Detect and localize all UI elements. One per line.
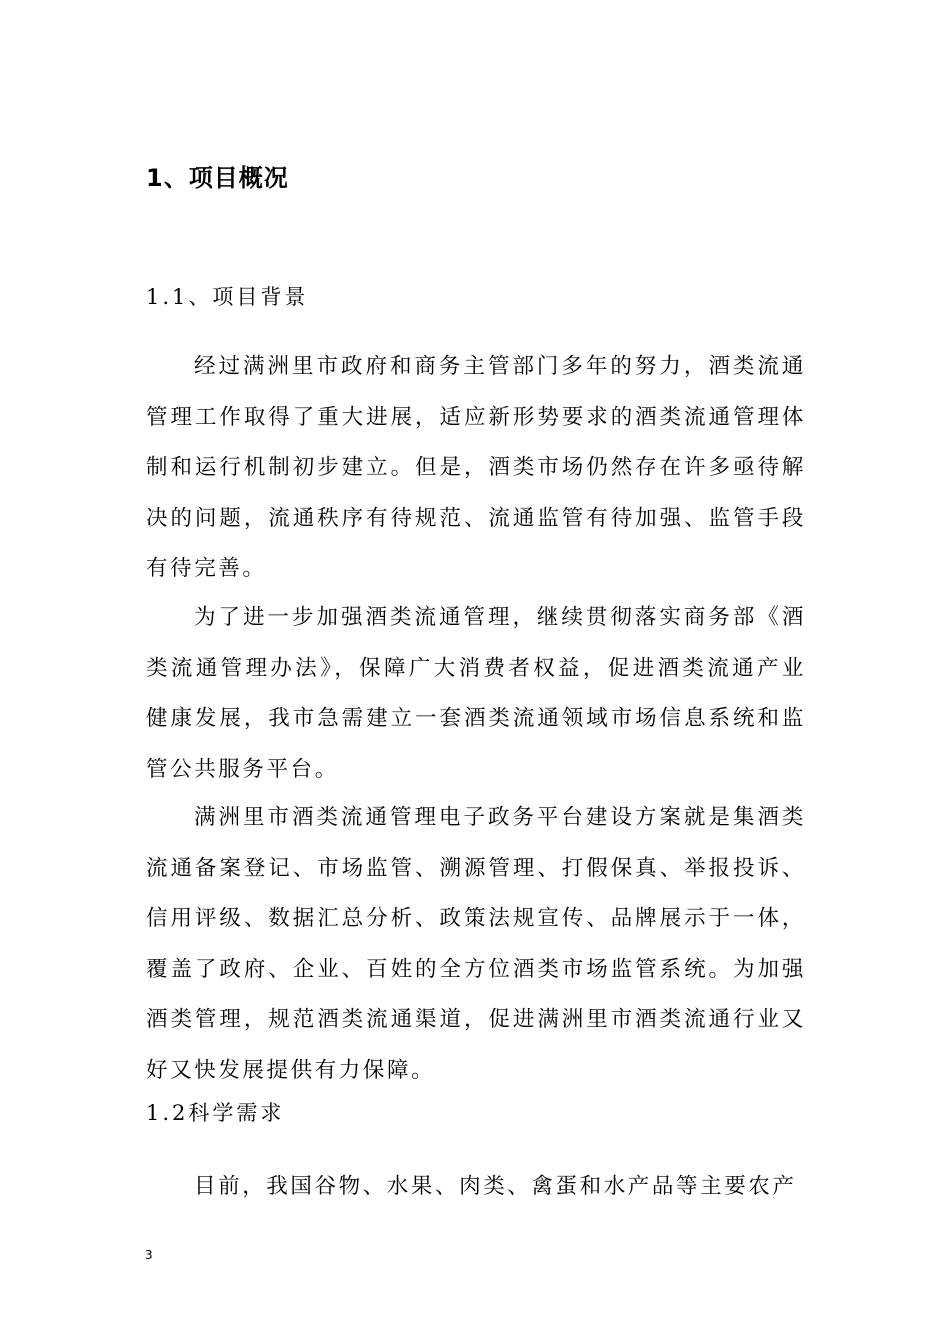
paragraph-background-1: 经过满洲里市政府和商务主管部门多年的努力，酒类流通管理工作取得了重大进展，适应新形势要求的酒类流通管理体制和运行机制初步建立。但是，酒类市场仍然存在许多亟待解决的问题，流通秩序有待规范、流通监管有待加强、监管手段有待完善。: [146, 354, 806, 581]
paragraph-science-needs-1: 目前，我国谷物、水果、肉类、禽蛋和水产品等主要农产: [194, 1174, 797, 1199]
paragraph-background-2: 为了进一步加强酒类流通管理，继续贯彻落实商务部《酒类流通管理办法》，保障广大消费者权益，促进酒类流通产业健康发展，我市急需建立一套酒类流通领域市场信息系统和监管公共服务平台。: [146, 605, 806, 782]
page-number: 3: [145, 1248, 153, 1262]
subsection-heading-1-2: 1.2科学需求: [146, 1101, 285, 1125]
paragraph-background-3: 满洲里市酒类流通管理电子政务平台建设方案就是集酒类流通备案登记、市场监管、溯源管理、打假保真、举报投诉、信用评级、数据汇总分析、政策法规宣传、品牌展示于一体，覆盖了政府、企业、百姓的全方位酒类市场监管系统。为加强酒类管理，规范酒类流通渠道，促进满洲里市酒类流通行业又好又快发展提供有力保障。: [146, 805, 806, 1083]
subsection-heading-1-1: 1.1、项目背景: [146, 285, 309, 309]
section-title: 1、项目概况: [146, 164, 289, 192]
